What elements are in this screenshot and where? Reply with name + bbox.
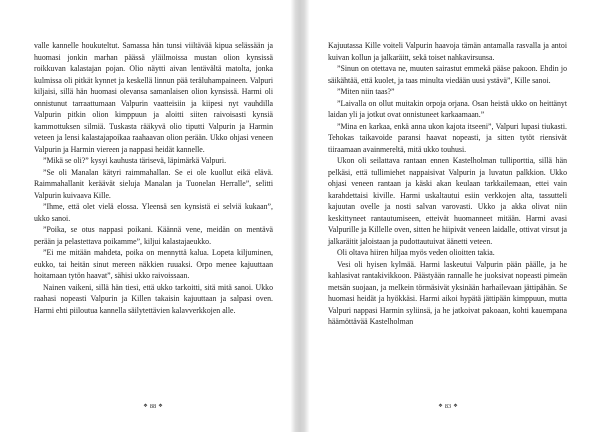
paragraph: ”Ei me mitään mahdeta, poika on mennyttä kalua. Lopeta kiljuminen, eukko, tai heitän sinut mereen näkkien ruuaksi. Orpo menee kajuuttaan hoitamaan tytön haavat”, sähisi ukko raivoissaan. (34, 248, 273, 280)
left-page (34, 40, 273, 316)
paragraph: valle kannelle houkuteltut. Samassa hän tunsi viiltävää kipua selässään ja huomasi jonkin marhan päässä yläilmoissa mustan olion kynsissä roikkuvan kalastajan pojan. Olio näytti aivan lentävältä matolta, jonka kulmissa oli pitkät kynnet ja keskellä linnun pää teräluhampaineen. Valpuri kiljaisi, sillä hän huomasi olevansa samanlaisen olion kynsissä. Harmi oli onnistunut tarraattumaan Valpurin vaatteisiin ja kiipesi nyt vauhdilla Valpurin pitkin olion kimppuun ja aloitti siiten raivoisasti kynsiä kammottuksen silmiä. Tuskasta rääkyvä olio tiputti Valpurin ja Harmin veteen ja lensi kalastajapoikaa raahaavan olion perään. Ukko ohjasi veneen Valpurin ja Harmin viereen ja nappasi heidät kannelle. (34, 41, 273, 154)
ornament-icon: ❖ (158, 404, 163, 409)
ornament-icon: ❖ (143, 404, 148, 409)
paragraph: ”Poika, se otus nappasi poikani. Käännä vene, meidän on mentävä perään ja pelastettava poikamme”, kiljui kalastajaeukko. (34, 225, 273, 246)
paragraph: ”Laivalla on ollut muitakin orpoja orjana. Osan heistä ukko on heittänyt laidan yli ja jotkut ovat onnistuneet karkaamaan.” (328, 98, 567, 119)
paragraph: ”Mikä se oli?” kysyi kauhusta tärisevä, läpimärkä Valpuri. (43, 156, 227, 165)
left-page-footer (123, 403, 183, 411)
ornament-icon: ❖ (453, 404, 458, 409)
paragraph: ”Mina en karkaa, enkä anna ukon kajota itseeni”, Valpuri lupasi tiukasti. Tehokas taikavoide paransi haavat nopeasti, ja sitten tytöt riensivät tiiraamaan avainmereltä, mitä ukko touhusi. (328, 121, 567, 154)
paragraph: ”Se oli Manalan kätyri raimmahallan. Se ei ole kuollut eikä elävä. Raimmahallanit keräävät sieluja Manalan ja Tuonelan Herralle”, selitti Valpurin kuivaava Kille. (34, 167, 273, 200)
page-number: 88 (149, 403, 157, 410)
paragraph: Kajuutassa Kille voiteli Valpurin haavoja tämän antamalla rasvalla ja antoi kuivan kollun ja jalkaräitt, sekä toiset nahkavirsunsa. (328, 41, 567, 62)
right-page-footer (418, 403, 478, 411)
paragraph: Oli oltava hiiren hiljaa myös veden olioitten takia. (337, 248, 495, 257)
paragraph: Nainen vaikeni, sillä hän tiesi, että ukko tarkoitti, sitä mitä sanoi. Ukko raahasi nopeasti Valpurin ja Killen takaisin kajuuttaan ja salpasi oven. Harmi ehti piiloutua kannella säilytettävien kalavverkkojen alle. (34, 282, 273, 315)
paragraph: ”Sinun on otettava ne, muuten sairastut emmekä pääse pakoon. Ehdin jo säikähtää, että kuolet, ja taas minulta viedään uusi ystävä”, Kille sanoi. (328, 64, 567, 85)
right-page (328, 40, 567, 328)
page-number: 83 (444, 403, 452, 410)
paragraph: ”Ihme, että olet vielä elossa. Yleensä sen kynsistä ei selviä kukaan”, ukko sanoi. (34, 202, 273, 223)
paragraph: ”Miten niin taas?” (337, 87, 395, 96)
paragraph: Vesi oli hyisen kylmää. Harmi laskeutui Valpurin pään päälle, ja he kahlasivat rantakivikkoon. Päästyään rannalle he juoksivat nopeasti pimeän metsän suojaan, ja melkein törmäsivät yksinään harhailevaan jättipähän. Se huomasi heidät ja hyökkäsi. Harmi aikoi hypätä jättipään kimppuun, mutta Valpuri nappasi Harmin syliinsä, ja he jatkoivat pakoaan, kohti kauempana häämöttävää Kastelholman (328, 259, 567, 326)
paragraph: Ukon oli seilattava rantaan ennen Kastelholman tulliporttia, sillä hän pelkäsi, että tullimiehet nappaisivat Valpurin ja luvatun palkkion. Ukko ohjasi veneen rantaan ja käski akan keulaan tarkkailemaan, ettei vain karahdettaisi kiville. Harmi uskaltautui esiin verkkojen alta, tassutteli kajuutan ovelle ja nosti salvan varovasti. Ukko ja akka olivat niin keskittyneet rantautumiseen, etteivät huomanneet mitään. Harmi avasi Valpurille ja Killelle oven, sitten he hiipivät veneen laidalle, ottivat virsut ja jalkaräitit jaloistaan ja pudottautuivat äänetti veteen. (328, 156, 567, 246)
ornament-icon: ❖ (438, 404, 443, 409)
